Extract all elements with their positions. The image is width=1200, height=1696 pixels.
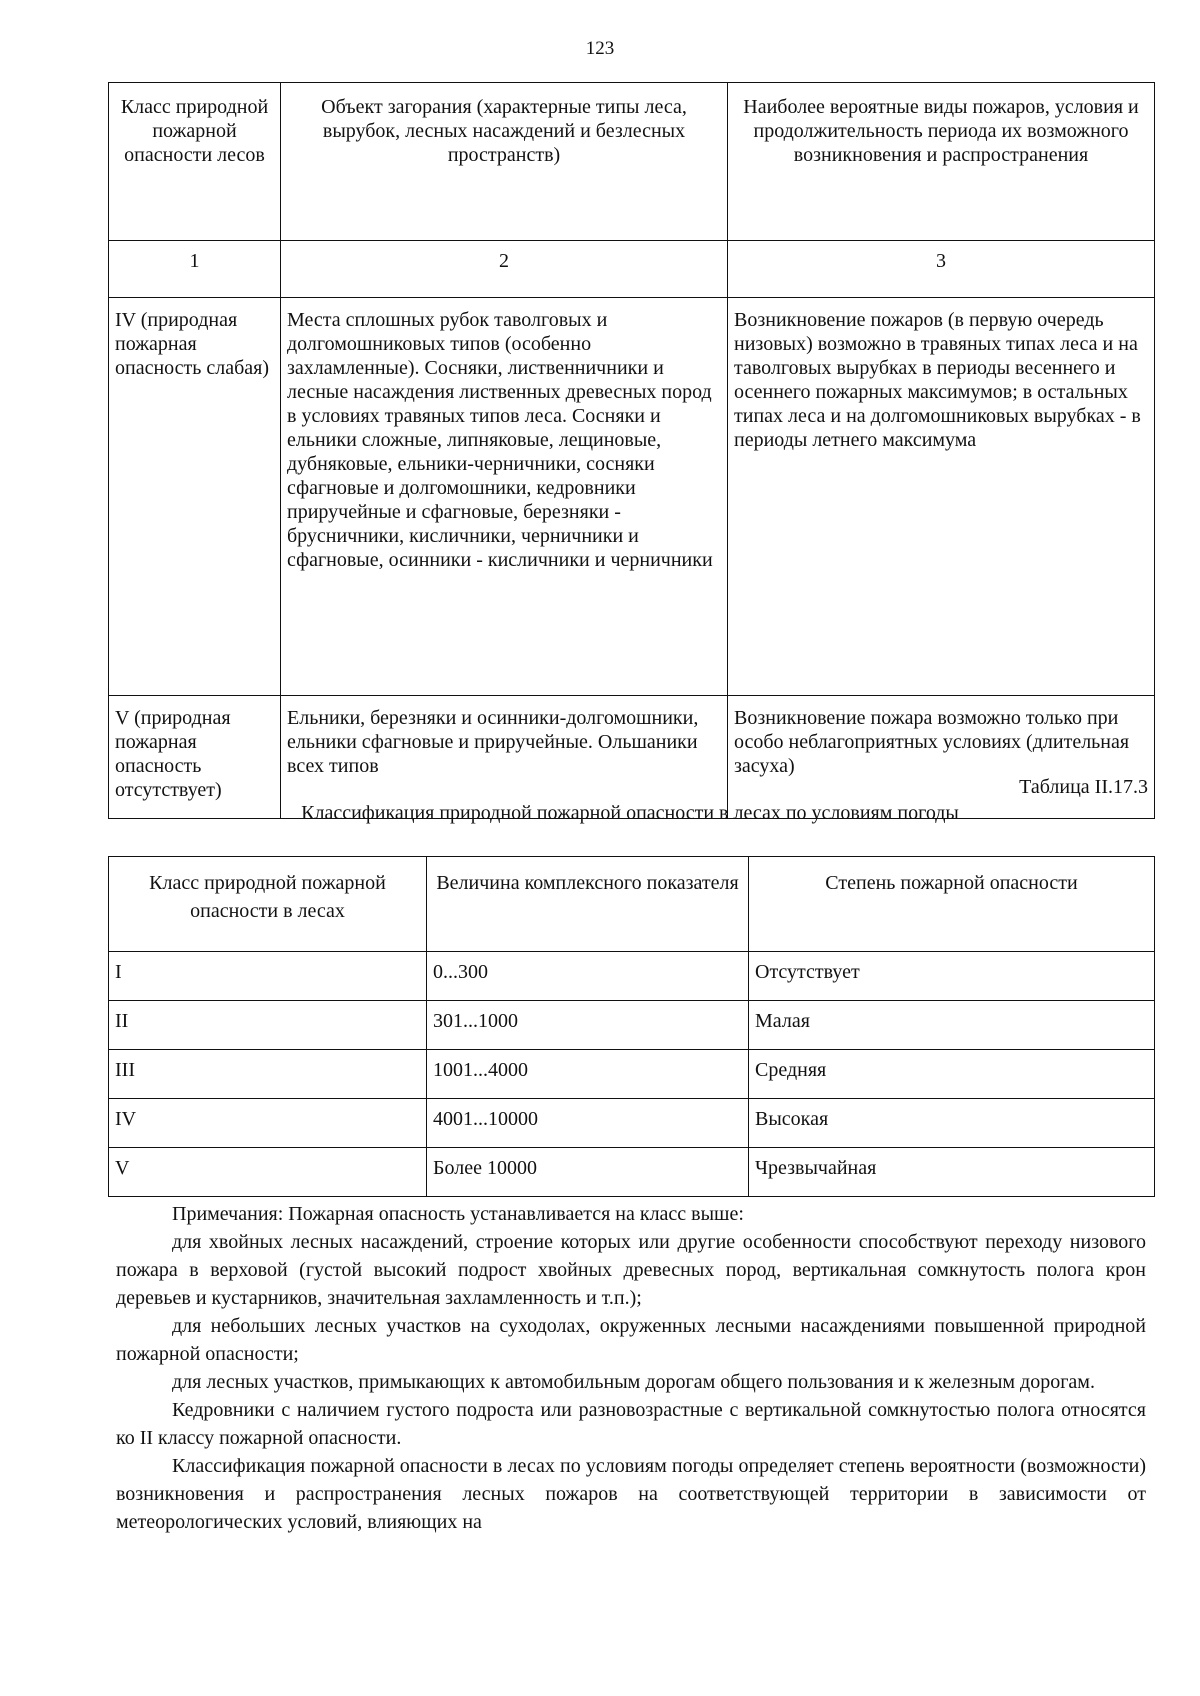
fires-cell: Возникновение пожаров (в первую очередь низовых) возможно в травяных типах леса и на таволговых вырубках в периоды весеннего и осеннего пожарных максимумов; в остальных типах леса и на долгомошниковых вырубках - в периоды летнего максимума — [728, 298, 1155, 696]
table-header-row — [109, 857, 1155, 952]
table-label: Таблица II.17.3 — [1019, 776, 1148, 798]
object-cell: Ельники, березняки и осинники-долгомошники, ельники сфагновые и приручейные. Ольшаники всех типов — [281, 696, 728, 819]
note-paragraph: Примечания: Пожарная опасность устанавливается на класс выше: — [172, 1203, 744, 1225]
table-row — [109, 1050, 1155, 1099]
note-paragraph: для лесных участков, примыкающих к автомобильным дорогам общего пользования и к железным дорогам. — [172, 1371, 1095, 1393]
degree-cell: Отсутствует — [749, 952, 1155, 1001]
degree-cell: Высокая — [749, 1099, 1155, 1148]
note-paragraph: Классификация пожарной опасности в лесах по условиям погоды определяет степень вероятности (возможности) возникновения и распространения лесных пожаров на соответствующей территории в зависимости от метеорологических условий, влияющих на — [116, 1455, 1146, 1533]
class-cell: III — [109, 1050, 427, 1099]
header-cell: Величина комплексного показателя — [427, 857, 749, 952]
column-number: 1 — [109, 241, 281, 298]
table-row — [109, 1001, 1155, 1050]
degree-cell: Чрезвычайная — [749, 1148, 1155, 1197]
value-cell: 301...1000 — [427, 1001, 749, 1050]
header-cell: Класс природной пожарной опасности в лесах — [109, 857, 427, 952]
table-row — [109, 1148, 1155, 1197]
table-row — [109, 1099, 1155, 1148]
value-cell: 0...300 — [427, 952, 749, 1001]
class-cell: IV (природная пожарная опасность слабая) — [109, 298, 281, 696]
fires-cell: Возникновение пожара возможно только при особо неблагоприятных условиях (длительная засуха) — [728, 696, 1155, 819]
value-cell: 4001...10000 — [427, 1099, 749, 1148]
class-cell: I — [109, 952, 427, 1001]
object-cell: Места сплошных рубок таволговых и долгомошниковых типов (особенно захламленные). Сосняки, лиственничники и лесные насаждения лиственных древесных пород в условиях травяных типов леса. Сосняки и ельники сложные, липняковые, лещиновые, дубняковые, ельники-черничники, сосняки сфагновые и долгомошники, кедровники приручейные и сфагновые, березняки - брусничники, кисличники, черничники и сфагновые, осинники - кисличники и черничники — [281, 298, 728, 696]
table-row — [109, 952, 1155, 1001]
page-number: 123 — [585, 38, 615, 59]
column-number-row — [109, 241, 1155, 298]
column-number: 3 — [728, 241, 1155, 298]
table-row — [109, 298, 1155, 696]
degree-cell: Малая — [749, 1001, 1155, 1050]
header-cell: Наиболее вероятные виды пожаров, условия и продолжительность периода их возможного возникновения и распространения — [728, 83, 1155, 241]
table-title: Классификация природной пожарной опасности в лесах по условиям погоды — [301, 802, 959, 824]
column-number: 2 — [281, 241, 728, 298]
fire-danger-table-by-weather — [108, 856, 1155, 1197]
note-paragraph: для небольших лесных участков на суходолах, окруженных лесными насаждениями повышенной природной пожарной опасности; — [116, 1315, 1146, 1365]
header-cell: Степень пожарной опасности — [749, 857, 1155, 952]
table-row — [109, 696, 1155, 819]
header-cell: Объект загорания (характерные типы леса, вырубок, лесных насаждений и безлесных пространств) — [281, 83, 728, 241]
class-cell: IV — [109, 1099, 427, 1148]
note-paragraph: для хвойных лесных насаждений, строение которых или другие особенности способствуют переходу низового пожара в верховой (густой высокий подрост хвойных древесных пород, вертикальная сомкнутость полога крон деревьев и кустарников, значительная захламленность и т.п.); — [116, 1231, 1146, 1309]
notes-section — [116, 1200, 1146, 1536]
value-cell: Более 10000 — [427, 1148, 749, 1197]
class-cell: V (природная пожарная опасность отсутствует) — [109, 696, 281, 819]
value-cell: 1001...4000 — [427, 1050, 749, 1099]
class-cell: II — [109, 1001, 427, 1050]
fire-danger-table-by-vegetation — [108, 82, 1155, 819]
header-cell: Класс природной пожарной опасности лесов — [109, 83, 281, 241]
degree-cell: Средняя — [749, 1050, 1155, 1099]
class-cell: V — [109, 1148, 427, 1197]
note-paragraph: Кедровники с наличием густого подроста или разновозрастные с вертикальной сомкнутостью полога относятся ко II классу пожарной опасности. — [116, 1399, 1146, 1449]
table-header-row — [109, 83, 1155, 241]
